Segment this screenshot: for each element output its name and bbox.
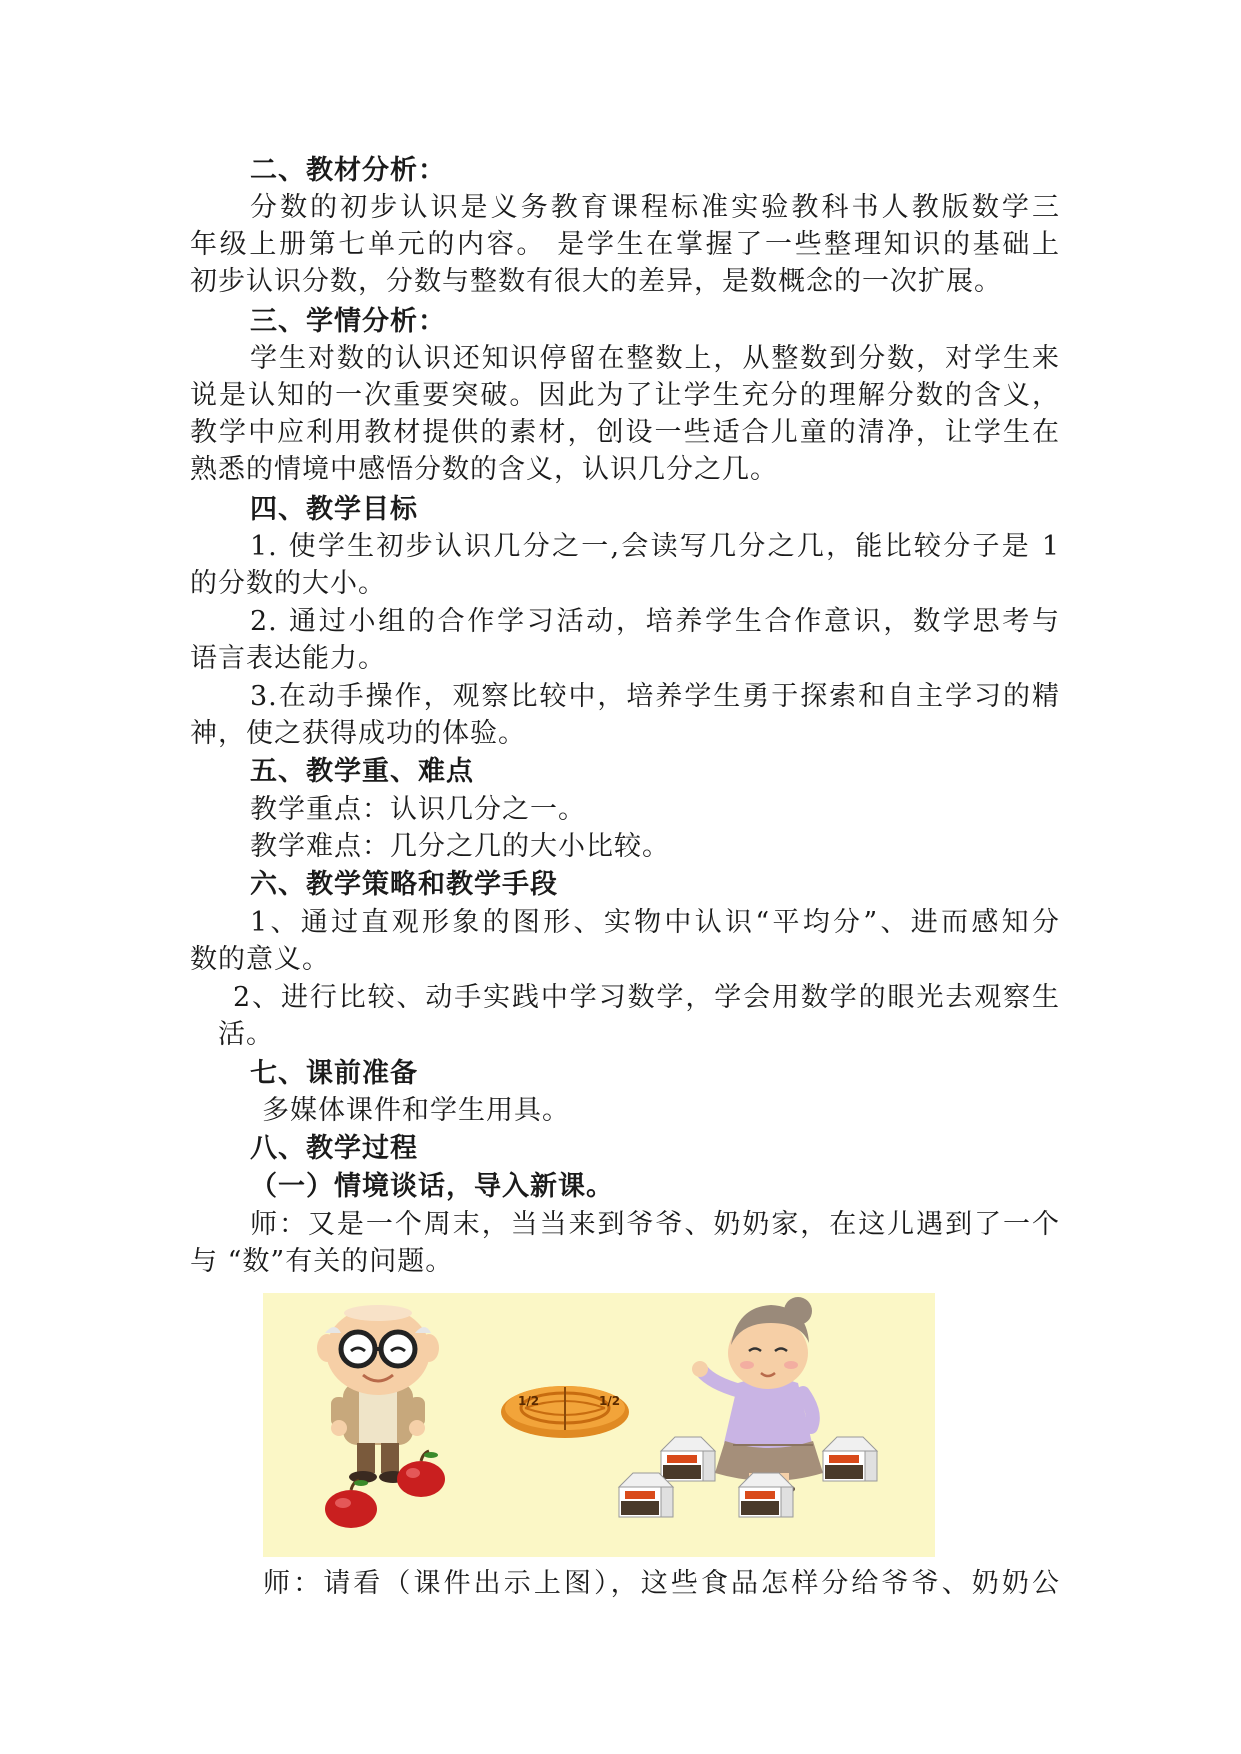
- apple-icon: [325, 1480, 377, 1528]
- paragraph-line: 神，使之获得成功的体验。: [190, 718, 526, 749]
- heading-student-analysis: 三、学情分析：: [250, 306, 446, 337]
- paragraph-line: 2. 通过小组的合作学习活动，培养学生合作意识，数学思考与: [250, 606, 1060, 637]
- milk-carton-icon: [661, 1437, 715, 1481]
- paragraph-line: 多媒体课件和学生用具。: [262, 1095, 570, 1126]
- paragraph-line: 师：又是一个周末，当当来到爷爷、奶奶家，在这儿遇到了一个: [250, 1209, 1060, 1240]
- paragraph-line: 分数的初步认识是义务教育课程标准实验教科书人教版数学三: [250, 192, 1060, 223]
- paragraph-line: 年级上册第七单元的内容。 是学生在掌握了一些整理知识的基础上: [190, 229, 1060, 260]
- paragraph-line: 学生对数的认识还知识停留在整数上，从整数到分数，对学生来: [250, 343, 1060, 374]
- paragraph-line: 教学难点：几分之几的大小比较。: [250, 831, 670, 862]
- paragraph-line: 2、进行比较、动手实践中学习数学，学会用数学的眼光去观察生: [233, 982, 1060, 1013]
- milk-carton-icon: [739, 1473, 793, 1517]
- mooncake-half-label: 1/2: [599, 1394, 621, 1408]
- paragraph-line: 1. 使学生初步认识几分之一,会读写几分之几，能比较分子是 1: [250, 531, 1060, 562]
- paragraph-line: 师：请看（课件出示上图），这些食品怎样分给爷爷、奶奶公: [263, 1568, 1060, 1599]
- mooncake-half-label: 1/2: [518, 1394, 540, 1408]
- paragraph-line: 数的意义。: [190, 944, 330, 975]
- paragraph-line: 教学中应利用教材提供的素材，创设一些适合儿童的清净，让学生在: [190, 417, 1060, 448]
- heading-teaching-process: 八、教学过程: [250, 1133, 418, 1164]
- paragraph-line: 3.在动手操作，观察比较中，培养学生勇于探索和自主学习的精: [250, 681, 1060, 712]
- heading-key-points: 五、教学重、难点: [250, 756, 474, 787]
- paragraph-line: 熟悉的情境中感悟分数的含义，认识几分之几。: [190, 454, 778, 485]
- paragraph-line: 说是认知的一次重要突破。因此为了让学生充分的理解分数的含义，: [190, 380, 1060, 411]
- illustration-food-sharing: [263, 1293, 935, 1557]
- paragraph-line: 初步认识分数，分数与整数有很大的差异，是数概念的一次扩展。: [190, 266, 1002, 297]
- illustration-svg: [263, 1293, 935, 1557]
- paragraph-line: 教学重点：认识几分之一。: [250, 794, 586, 825]
- heading-strategies: 六、教学策略和教学手段: [250, 869, 558, 900]
- paragraph-line: 活。: [218, 1019, 274, 1050]
- paragraph-line: 语言表达能力。: [190, 643, 386, 674]
- paragraph-line: 1、通过直观形象的图形、实物中认识“平均分”、进而感知分: [250, 907, 1060, 938]
- mooncake-icon: [501, 1386, 629, 1438]
- subheading-intro: （一）情境谈话，导入新课。: [250, 1171, 614, 1202]
- heading-preparation: 七、课前准备: [250, 1058, 418, 1089]
- apple-icon: [397, 1451, 445, 1497]
- milk-carton-icon: [823, 1437, 877, 1481]
- heading-teaching-goals: 四、教学目标: [250, 494, 418, 525]
- milk-carton-icon: [619, 1473, 673, 1517]
- heading-textbook-analysis: 二、教材分析：: [250, 155, 446, 186]
- paragraph-line: 的分数的大小。: [190, 568, 386, 599]
- grandpa-figure: [317, 1305, 439, 1483]
- paragraph-line: 与 “数”有关的问题。: [190, 1246, 454, 1277]
